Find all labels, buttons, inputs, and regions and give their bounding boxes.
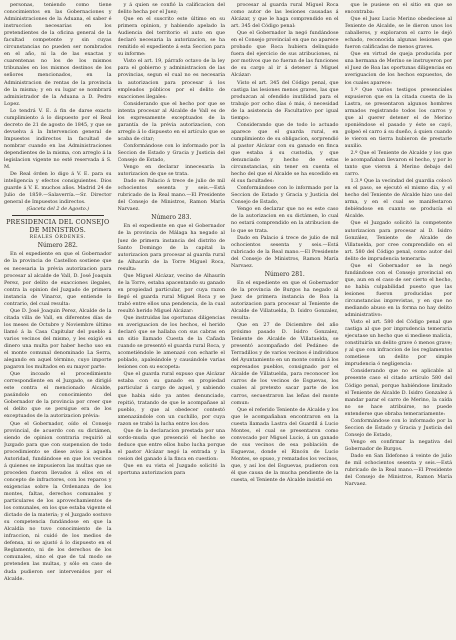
paragraph: De Real órden lo digo á V. E. para su inteligencia y efectos consiguientes. Dios guarde á V. E. muchos años. Madrid 24 de Julio de 1859.—Salaverría.—Sr. Director general de Impuestos indirectos.: [4, 171, 112, 206]
column-4: [345, 2, 453, 640]
section-subheading: REALES ÓRDENES.: [29, 235, 86, 241]
paragraph: Conformándose con lo informado por la Seccion de Estado y Gracia y Justicia del Consejo de Estado,: [117, 142, 225, 164]
paragraph: Que el Juez Lucio Merino obedeciese al Teniente de Alcalde, se le dieron unos los caballeros, y exploraron el carro le dejó echado, reconocida algunas lesiones que fueron calificadas de menos graves.: [344, 16, 452, 51]
paragraph: Que incoado el procedimiento correspondiente en el Juzgado, se dirigió este contra el mencionado Alcalde, pasándolo en conocimiento del Gobernador de la provincia por creer que el delito que se persigue era de los exceptuados de la autorizacion prévia:: [4, 371, 112, 420]
paragraph: Que de la declaracion prestada por una sordo-muda que presenció el hecho se deduce que entre ellos hubo lucha porque el pastor Alcázar negó la entrada y la cesion del ganado á la finca en cuestion:: [117, 427, 225, 462]
paragraph: Considerando que de todo lo actuado aparece que el guarda rural, en cumplimiento de su obligacion, sorprendió al pastor Alcázar con su ganado en finca que estaba á su custodia, y que denunciado y hecho de estas circunstancias, sin tener en cuenta el hecho del que el Alcalde se ha excedido en él sus facultades:: [231, 121, 339, 185]
paragraph: que le pusiese en el sitio en que se encontraba:: [344, 2, 452, 16]
paragraph: Que D. José Joaquin Perez, Alcalde de la citada villa de Vall, en diferentes días de los meses de Octubre y Noviembre último llamó á la Casa Capitular del pueblo á varios vecinos del mismo, y les exigió en dinero una multa por haber hecho uso en el monte comunal denominado La Serra, alegando en aquel término, cuyo importe pagaron los multados en su mayor parte:: [4, 307, 112, 371]
paragraph: Que instruidas las oportunas diligencias en averiguacion de los hechos, el herido declaró que se hallaba con sus cabras en un sitio llamado Cuesta de la Cañada cuando se presentó el guarda rural Roca, y acometiéndole le amenazó con echarle el poblado, apaleándole y causándole varias lesiones con su escopeta:: [117, 315, 225, 371]
paragraph: Que en 27 de Diciembre del año próximo pasado D. Isidro Gonzalez, Teniente de Alcalde de Villatuelda, se presentó acompañado del Pedáneo de Terradillos y de varios vecinos é individuos del Ayuntamiento en un monte común á los expresados pueblos, consignado por el Alcalde de Villatuelda, para reconocer los carros de los vecinos de Esguevas, los cuales al pretexto sacar parte de los carros, secuestraron las leñas del monte comun:: [231, 322, 339, 406]
column-3: [231, 2, 339, 640]
paragraph: y á quien se confió la calificacion del delito hecha por el Juez;: [117, 2, 225, 16]
paragraph: Vengo en declarar que no es este caso de la autorizacion en su dictámen, lo cual no estará comprendido en la atribucion de lo que se trata.: [231, 206, 339, 234]
paragraph: Que en el suscrito este último en su primera opinion, y habiendo apelado la Audiencia del territorio el auto en que declaró necesaria la autorizacion, se ha remitido el expediente á esta Seccion para su informe:: [117, 16, 225, 58]
paragraph: personas, teniendo como tiene conocimientos en las Gobernaciones y Administraciones de la Aduana, el saber é instruccion necesarias en los pretendientes de la oficina general de la facultad competente y sin cuyas circunstancias no pueden ser nombrados en el año, ni la de las exactas y cuarentenas no los de los mismos tribunales en los mismos destinos de los señores mencionados, en la Administracion de rentas de la provincia de la misma; y en su lugar se nombrará administrador de la Aduana a D. Pedro Lopez.: [4, 2, 112, 107]
paragraph: Lo tendrá V. E. á fin de darse exacto cumplimiento á lo dispuesto por el Real decreto de 21 de agosto de 1845, y que se devuelva á la Intervencion general de Impuestos indirectos la facultad de nombrar cuando en las Administraciones dependientes de la misma, con arreglo á la legislacion vigente no esté reservada á S. M.: [4, 107, 112, 171]
paragraph: Conformándose con lo informado por la Seccion de Estado y Gracia y Justicia del Consejo de Estado,: [231, 185, 339, 206]
divider-rule: [12, 215, 104, 216]
column-1: [4, 2, 112, 640]
paragraph: Dado en Palacio á trece de julio de mil ochocientos sesenta y seis.—Está rubricado de la Real mano.—El Presidente del Consejo de Ministros, Ramon María Narvaez.: [231, 234, 339, 269]
paragraph: En el expediente en que el Gobernador de la provincia de Castellon sostiene que es necesaria la prévia autorizacion para procesar al alcalde de Vall, D. José Joaquin Perez, por delito de exacciones ilegales, contra la opinion del Juzgado de primera instancia de Vinaroz, que entiende lo contrario, del cual resulta:: [4, 251, 112, 307]
paragraph: 1.º Que varios testigos presenciales expusieron que en la citada cuesta de la Lastra, se presentaron algunos hombres armados registrando todos los carros y que al querer detener el de Merino oponiéndose el pasado y éste se cayó, golpeó el carro á su dueño, á quien cuando le vieron en tierra hubieron de prestarle auxilio.: [344, 86, 452, 149]
section-heading: PRESIDENCIA DEL CONSEJO DE MINISTROS.: [6, 218, 110, 235]
decree-number: Número 282.: [37, 242, 78, 250]
paragraph: procesar al guarda rural Miguel Roca como autor de las lesiones causadas á Alcázar, y que le haga comprendido en el art. 345 del Código penal:: [231, 2, 339, 30]
paragraph: Dado en San Ildefonso á veinte de julio de mil ochocientos sesenta y seis.—Está rubricado de la Real mano.—El Presidente del Consejo de Ministros, Ramon María Narvaez.: [344, 453, 452, 488]
paragraph: Que en su vista el Juzgado solicitó la oportuna autorizacion para: [117, 463, 225, 477]
column-2: [118, 2, 226, 640]
paragraph: Considerando que el hecho por que se intenta procesar al Alcalde de Vall es de los expresamente exceptuados de la garantía de la prévia autorizacion, con arreglo á lo dispuesto en el artículo que se acaba de citar;: [117, 100, 225, 142]
paragraph: Que el guarda rural expuso que Alcázar estaba con su ganado en propiedad particular á cargo de aquel, y sabiendo que habia sido ya antes denunciado, repitió, tratando de que le acompañase al pueblo, y que al obedecer contestó amenazándole con un cuchillo, por cuya razon se trabó la lucha entre los dos:: [117, 371, 225, 427]
paragraph: Visto el art. 580 del Código penal que castiga al que por imprudencia temeraria ejecutase un hecho que si mediese malicia, constituiría un delito grave ó menos grave; y al que con infraccion de los reglamentos cometiese un delito por simple imprudencia ó negligencia:: [344, 319, 452, 368]
paragraph: Que el Gobernador se la negó fundándose con el Consejo provincial en que, aun en el caso de ser cierto el hecho, no había culpabilidad puesto que las lesiones fueron producidas por circunstancias imprevistas, y en que no mediando abuso en la forma no hay delito administrativo:: [344, 262, 452, 319]
paragraph: Vengo en declarar innecesaria la autorizacion de que se trata.: [117, 164, 225, 178]
paragraph: 1.3.º Que la vecindad del guardia colocó en el paso, se ejecutó el mismo dia, y el hecho del Teniente de Alcalde hizo uso del arma, y en el cual se manifestaron debiéndose en cuanto se producía el Alcalde.: [344, 178, 452, 220]
paragraph: 2.º Que el Teniente de Alcalde y los que le acompañaban llevaron el hecho, y por lo tanto que vieron á Merino debajo del carro.: [344, 149, 452, 178]
gazette-reference: (Gaceta del 2 de Agosto.): [26, 206, 90, 213]
paragraph: Conformándose con lo informado por la Seccion de Estado y Gracia y Justicia del Consejo de Estado,: [344, 417, 452, 438]
paragraph: Visto el art. 345 del Código penal, que castiga las lesiones menos graves, las que produzcan al ofendido inutilidad para el trabajo por ocho días ó más, ó necesidad de la asistencia de Facultativo por igual tiempo:: [231, 79, 339, 121]
decree-number: Número 283.: [151, 214, 192, 222]
paragraph: Que el Gobernador, oído el Consejo provincial, de acuerdo con su dictámen, siendo de opinion contraria requirió al Juzgado para que con suspension de todo procedimiento se diese aviso á aquella Autoridad, fundándose en que los vecinos á quienes se impusieron las multas que se proceden fueron llevados á ellos en el concepto de infractores, con los reparos y exigencias sobre la Ordenanza de los montes, faltas, derechos comunales y particulares de los aprovechamientos de los comunales, en los que estaba vigente el dictado de la materia; y el Juzgado sostuvo su competencia fundándose en que la Alcaldía no tuvo conocimiento de la infraccion, ni cuidó de los medios de defensa, ni se ajustó á lo dispuesto en el Reglamento, ni de los derechos de los comunales, sino el que de tal modo se pretenden las multas, y sólo en caso de duda pudieron ser intervenidos por el Alcalde.: [4, 420, 112, 582]
paragraph: Que Miguel Alcázar, vecino de Alhaurín de la Torre, estaba apacentando su ganado en propiedad particular, por cuya razon llegó el guarda rural Miguel Roca y se trabó entre ellos una pendencia, de la cual resultó herido Miguel Alcázar:: [117, 272, 225, 314]
paragraph: Vengo en confirmar la negativa del Gobernador de Burgos.: [344, 438, 452, 452]
paragraph: Dado en Palacio á trece de julio de mil ochocientos sesenta y seis.—Está rubricado de la Real mano.—El Presidente del Consejo de Ministros, Ramon María Narvaez.: [117, 178, 225, 213]
decree-number: Número 281.: [264, 270, 305, 278]
paragraph: En el expediente en que el Gobernador de la provincia de Burgos ha negado al Juez de primera instancia de Roa la autorizacion para procesar al Teniente de Alcalde de Villatuelda, D. Isidro Gonzalez, resulta:: [231, 279, 339, 322]
paragraph: Considerando que no es aplicable al presente caso el citado artículo 580 del Código penal, porque habiéndose limitado el Teniente de Alcalde D. Isidro Gonzalez á mandar parar el carro de Merino, la caída no se hace atribuirse, no puede entenderse que obraba temerariamente:: [344, 368, 452, 417]
paragraph: Visto el art. 19, párrafo octavo de la ley para el gobierno y administracion de las provincias, segun el cual no es necesaria la autorizacion para procesar á los empleados públicos por el delito de exacciones ilegales:: [117, 58, 225, 100]
paragraph: Que el Juzgado solicitó la competente autorizacion para procesar al D. Isidro González, Teniente de Alcalde de Villatuelda, por cree comprendido en el art. 580 del Código penal, como autor del delito de imprudencia temeraria:: [344, 220, 452, 262]
paragraph: Que el Gobernador la negó fundándose en el Consejo provincial en que no aparece probado que Roca hubiera delinquido fuera del ejercicio de sus atribuciones, ni por motivos que no fueran de las funciones de su cargo al ir á detener á Miguel Alcázar:: [231, 30, 339, 79]
paragraph: Que el referido Teniente de Alcalde y los que le acompañaban encontraron en la cuesta llamada Lastra del Guardil á Lucio Montes, el cual se presentaron como convocado por Miguel Lucio, á un ganado de sus vecinos de esa población de Esguevas, donde el Rincón de Lucio Montes, se opuso, y rematados los vecinos, que, y así los del Esguevas, pudieron con él que causa de la mucha pendiente de la cuesta, el Teniente de Alcalde insistió en: [231, 406, 339, 484]
paragraph: En el expediente en que el Gobernador de la provincia de Málaga ha negado al Juez de primera instancia del distrito de Santo Domingo de la capital la autorizacion para procesar al guarda rural de Alhaurín de la Torre Miguel Roca, resulta:: [117, 223, 225, 272]
paragraph: Que en virtud de queja producida por una hermana de Merino se instruyeron por el Juez de Roa las oportunas diligencias en averiguacion de los hechos expuestos, de los cuales aparece:: [344, 51, 452, 86]
